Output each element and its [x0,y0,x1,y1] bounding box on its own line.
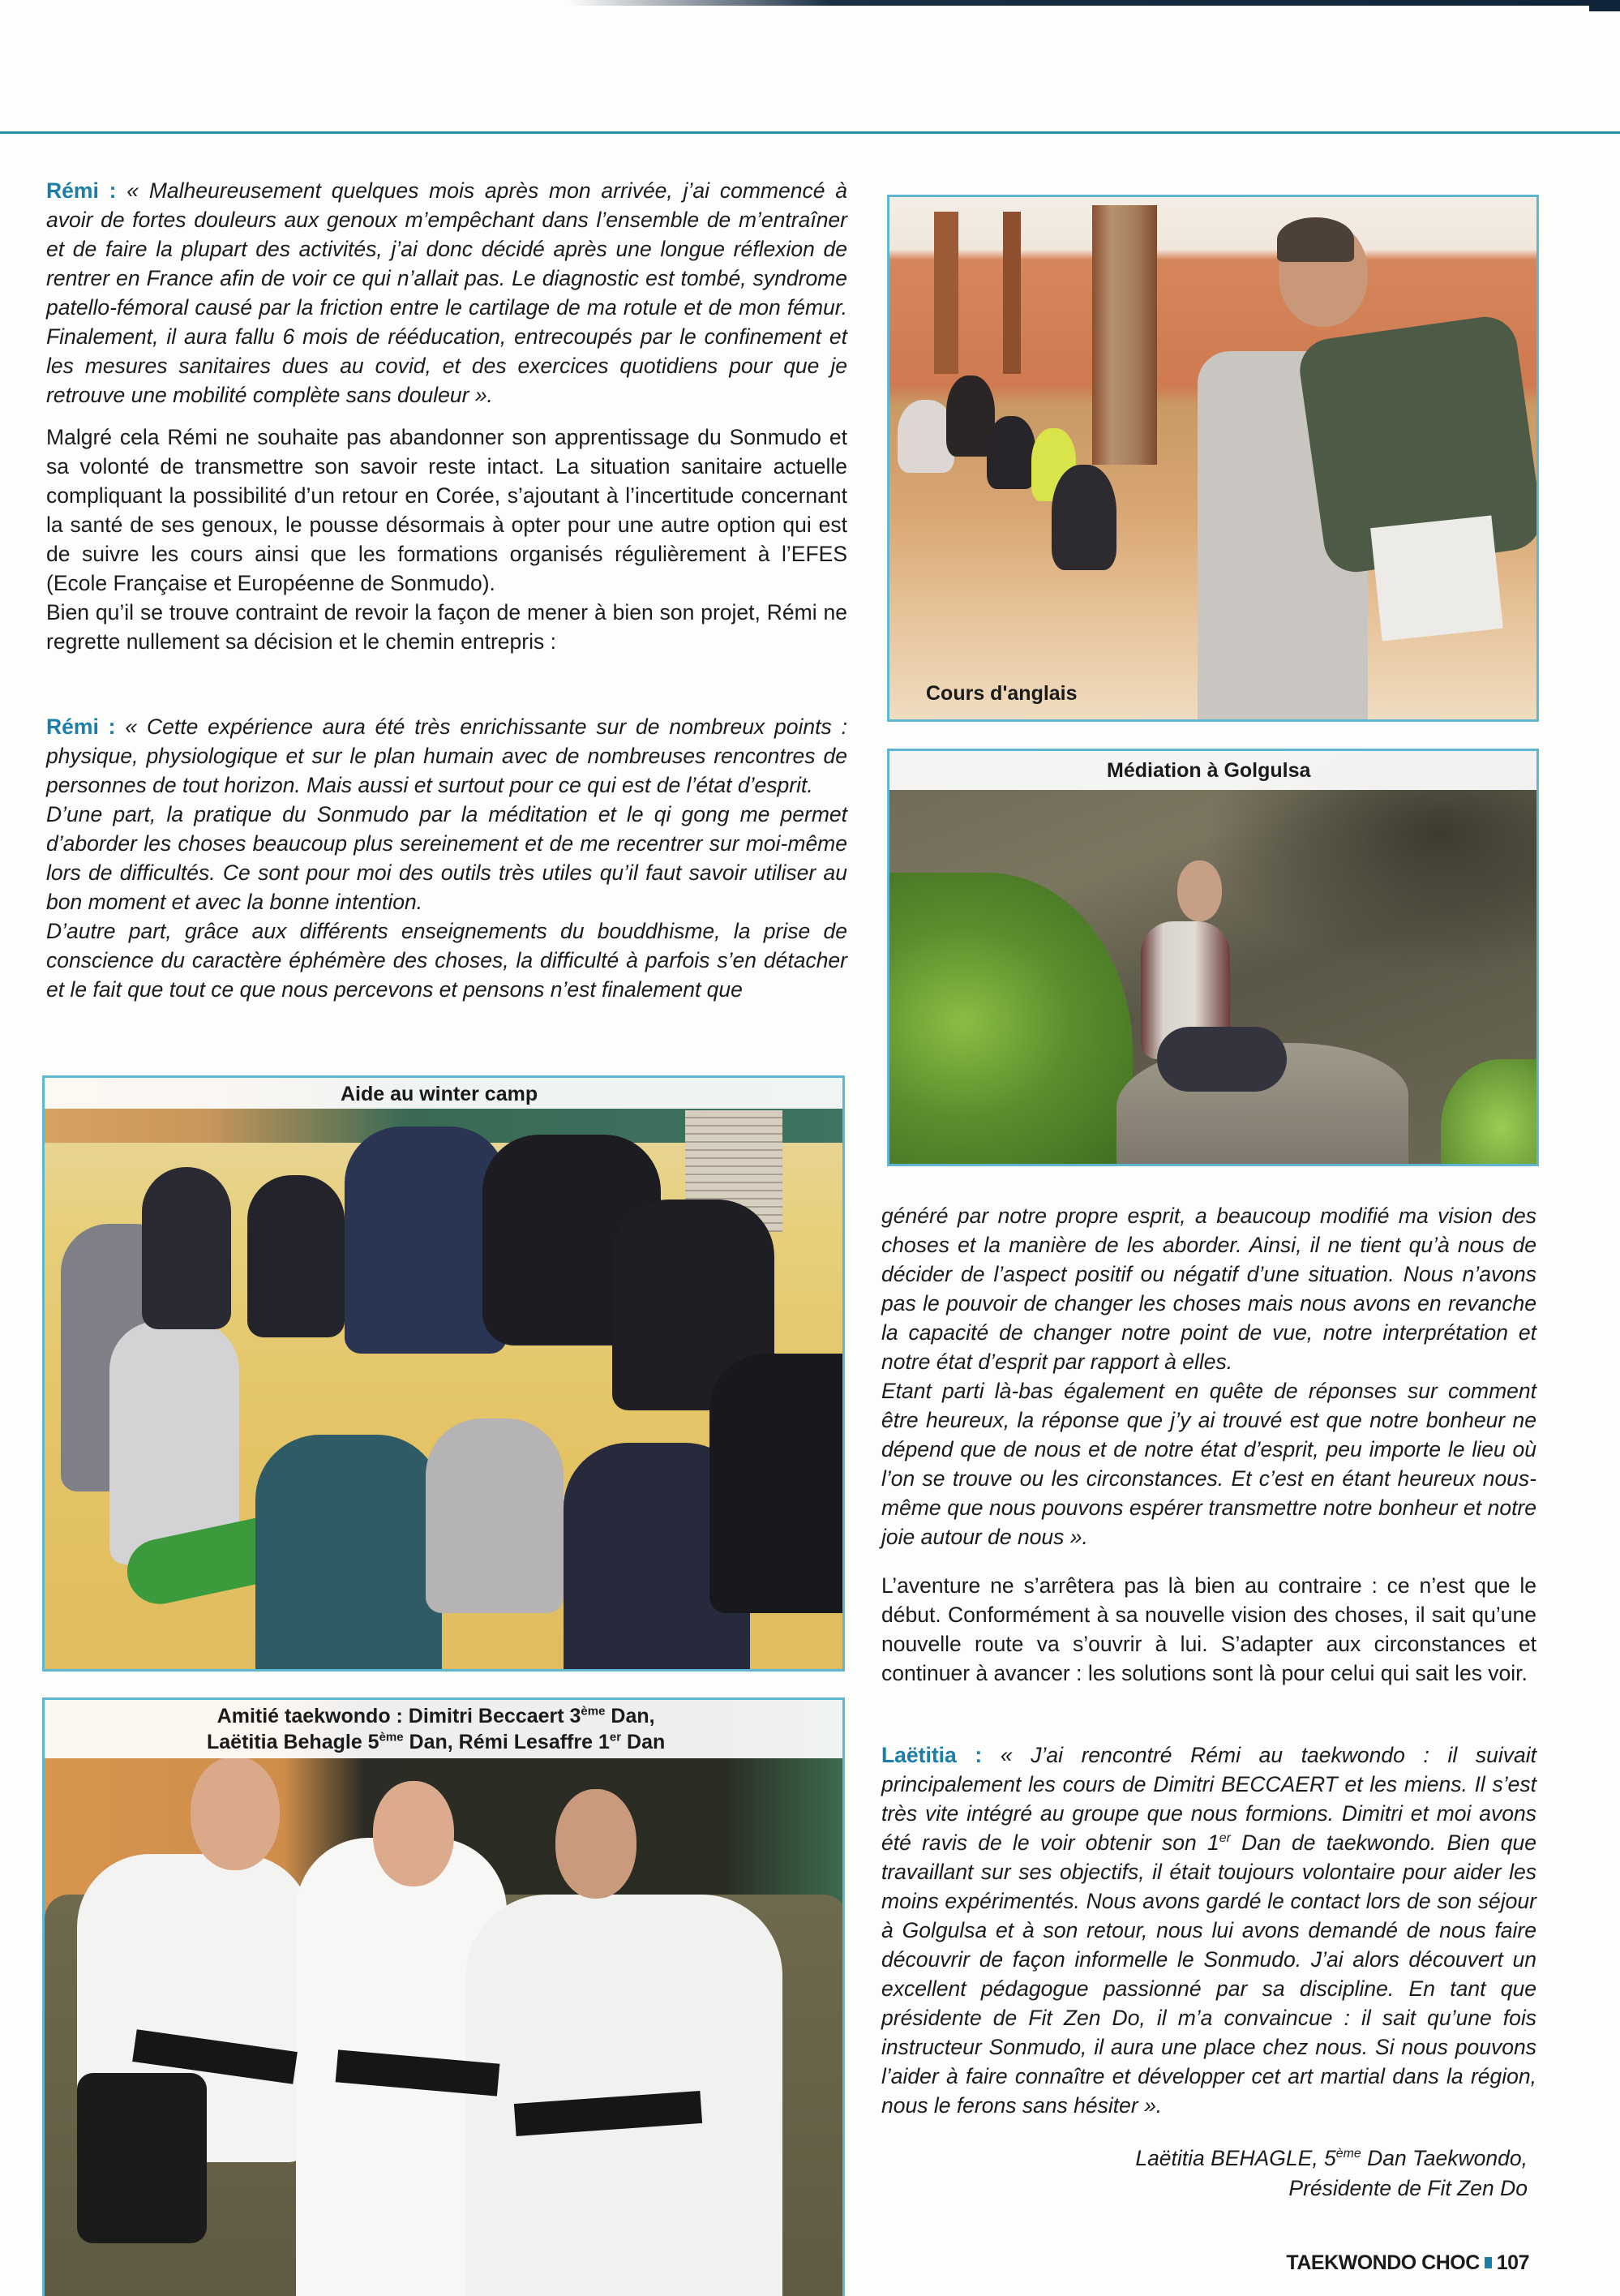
person-shape [709,1354,845,1613]
quote-text: « Malheureusement quelques mois après mon arrivée, j’ai commencé à avoir de fortes douleurs aux genoux m’empêchant dans l’ensemble de m’entraîner et de faire la plupart des activités, j’ai donc décidé après une longue réflexion de rentrer en France afin de voir ce qui n’allait pas. Le diagnostic est tombé, syndrome patello-fémoral causé par la friction entre le cartilage de ma rotule et de mon fémur. Finalement, il aura fallu 6 mois de rééducation, entrecoupés par le confinement et les mesures sanitaires dues au covid, et des exercices quotidiens pour que je retrouve une mobilité complète sans douleur ». [46,178,847,407]
top-band-edge [1589,0,1620,11]
superscript: ème [379,1730,404,1745]
paragraph-remi-experience [46,712,847,1004]
magazine-name: TAEKWONDO CHOC [1286,2251,1480,2274]
caption-text: Amitié taekwondo : Dimitri Beccaert 3 [216,1705,581,1727]
dark-pants [77,2073,207,2243]
grass-shape [889,873,1133,1166]
meditator-legs [1157,1027,1287,1092]
body-text: Bien qu’il se trouve contraint de revoir la façon de mener à bien son projet, Rémi ne regrette nullement sa décision et le chemin entrepris : [46,600,847,654]
grass-shape [1441,1059,1539,1166]
person-shape [255,1435,442,1672]
quote-text: D’une part, la pratique du Sonmudo par la méditation et le qi gong me permet d’aborder les choses beaucoup plus sereinement et de me recentrer sur moi-même lors de difficultés. Ce sont pour moi des outils très utiles qu’il faut savoir utiliser au bon moment et avec la bonne intention. [46,802,847,914]
paragraph-remi-injury [46,176,847,410]
superscript: er [1219,1831,1231,1846]
quote-text: « J’ai rencontré Rémi au taekwondo : il suivait principalement les cours de Dimitri BECCAERT et les miens. Il s’est très vite intégré au groupe que nous formions. Dimitri et moi avons été ravis de le voir obtenir son 1 [881,1743,1536,1855]
photo-meditation [887,749,1539,1166]
speaker-label: Rémi : [46,715,116,739]
quote-text: « Cette expérience aura été très enrichissante sur de nombreux points : physique, physiologique et sur le plan humain avec de nombreuses rencontres de personnes de tout horizon. Mais aussi et surtout pour ce qui est de l’état d’esprit. [46,715,847,797]
teacher-hair [1277,217,1354,262]
quote-text: Dan de taekwondo. Bien que travaillant sur ses objectifs, il était toujours volontaire pour aider les moins expérimentés. Nous avons gardé le contact lors de son séjour à Golgulsa et à son retour, nous lui avons demandé de nous faire découvrir de façon informelle le Sonmudo. J’ai alors découvert un excellent pédagogue passionné par sa discipline. En tant que présidente de Fit Zen Do, il m’a convaincue : il sait qu’une fois instructeur Sonmudo, il aura une place chez nous. Si nous pouvons l’aider à faire connaître et développer cet art martial dans la région, nous le ferons sans hésiter ». [881,1830,1536,2118]
quote-text: D’autre part, grâce aux différents enseignements du bouddhisme, la prise de conscience du caractère éphémère des choses, la difficulté à parfois s’en détacher et le fait que tout ce que nous percevons et pensons n’est finalement que [46,919,847,1002]
superscript: ème [581,1704,606,1719]
body-text: Malgré cela Rémi ne souhaite pas abandonner son apprentissage du Sonmudo et sa volonté de transmettre son savoir reste intact. La situation sanitaire actuelle compliquant la possibilité d’un retour en Corée, s’ajoutant à l’incertitude concernant la santé de ses genoux, le pousse désormais à opter pour une autre option qui est de suivre les cours ainsi que les formations organisés régulièrement à l’EFES (Ecole Française et Européenne de Sonmudo). [46,425,847,595]
body-text: L’aventure ne s’arrêtera pas là bien au contraire : ce n’est que le début. Conformément à sa nouvelle vision des choses, il sait qu’une nouvelle route va s’ouvrir à lui. S’adapter aux circonstances et continuer à avancer : les solutions sont là pour celui qui sait les voir. [881,1573,1536,1685]
caption-text: Laëtitia Behagle 5 [207,1731,379,1753]
student-shape [1052,465,1116,570]
door-shape [934,212,958,374]
caption-text: Dan, [605,1705,655,1727]
photo-caption: Cours d'anglais [926,682,1078,705]
person-shape [247,1175,345,1337]
paragraph-adventure [881,1571,1536,1688]
signature-rank: Dan Taekwondo, [1361,2146,1528,2170]
meditator-head [1177,860,1222,921]
photo-english-class [887,195,1539,722]
quote-text: Etant parti là-bas également en quête de réponses sur comment être heureux, la réponse que j’y ai trouvé est que notre bonheur ne dépend que de nous et de notre état d’esprit, peu importe le lieu où l’on se trouve ou les circonstances. Et c’est en étant heureux nous-même que nous pouvons espérer transmettre notre bonheur et notre joie autour de nous ». [881,1379,1536,1549]
speaker-label: Rémi : [46,178,117,203]
face-shape [191,1757,280,1870]
speaker-label: Laëtitia : [881,1743,983,1767]
photo-caption [207,1703,665,1755]
face-shape [373,1781,454,1886]
face-shape [555,1789,636,1899]
paper-sheet [1370,516,1503,642]
signature-line-1 [1135,2146,1528,2171]
person-shape [426,1418,564,1613]
page-footer [1286,2251,1529,2275]
paragraph-sonmudo-continuation [46,423,847,656]
superscript: ème [1335,2147,1361,2161]
superscript: er [609,1730,622,1745]
student-shape [987,416,1035,489]
caption-text: Dan, Rémi Lesaffre 1 [403,1731,610,1753]
photo-winter-camp [42,1075,845,1672]
caption-text: Dan [621,1731,666,1753]
photo-caption: Aide au winter camp [341,1083,538,1105]
photo-caption: Médiation à Golgulsa [1107,759,1311,782]
signature-name: Laëtitia BEHAGLE, 5 [1135,2146,1336,2170]
paragraph-laetitia [881,1740,1536,2120]
top-band [568,0,1620,6]
square-bullet-icon [1485,2257,1492,2268]
signature-line-2: Présidente de Fit Zen Do [1288,2176,1528,2200]
door-shape [1092,205,1157,465]
page-number: 107 [1496,2251,1529,2274]
header-rule [0,131,1620,134]
photo-taekwondo-friendship [42,1697,845,2296]
person-shape [142,1167,231,1329]
paragraph-remi-experience-cont [881,1201,1536,1551]
quote-text: généré par notre propre esprit, a beaucoup modifié ma vision des choses et la manière de les aborder. Ainsi, il ne tient qu’à nous de décider de l’aspect positif ou négatif d’une situation. Nous n’avons pas le pouvoir de changer les choses mais nous avons en revanche la capacité de changer notre point de vue, notre interprétation et notre état d’esprit par rapport à elles. [881,1204,1536,1374]
door-shape [1003,212,1021,374]
